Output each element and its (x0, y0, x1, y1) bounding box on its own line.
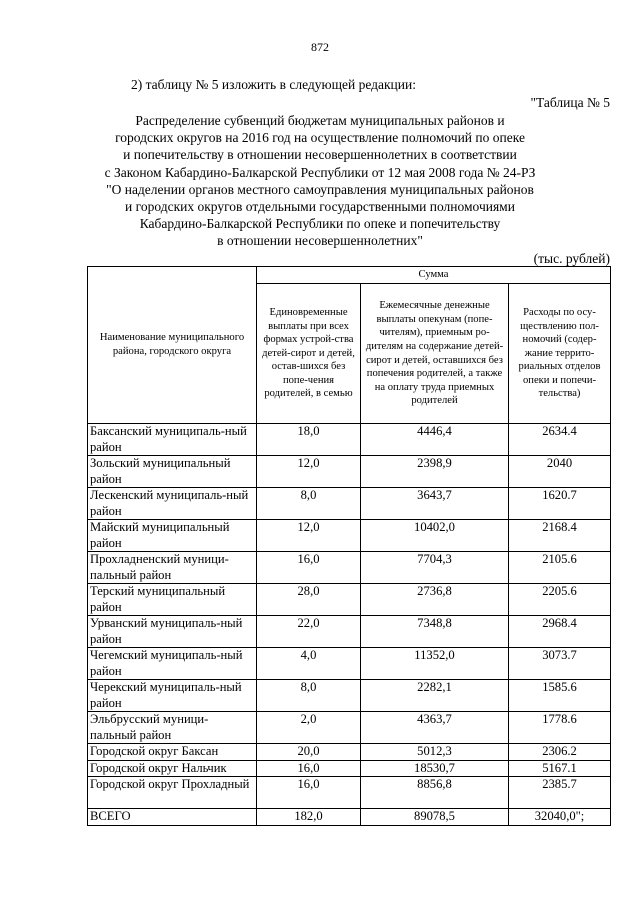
row-name: Урванский муниципаль-ный район (88, 616, 257, 648)
page-number: 872 (311, 40, 329, 54)
header-col3: Расходы по осу-ществлению пол-номочий (содер-жание террито-риальных отделов опеки и попечи-тельства) (509, 284, 611, 424)
row-value-1: 22,0 (257, 616, 361, 648)
row-value-3: 2968.4 (509, 616, 611, 648)
row-name: Городской округ Баксан (88, 744, 257, 761)
row-value-2: 5012,3 (361, 744, 509, 761)
row-value-1: 12,0 (257, 520, 361, 552)
row-value-2: 89078,5 (361, 809, 509, 826)
header-col1: Единовременные выплаты при всех формах устрой-ства детей-сирот и детей, остав-шихся без попе-чения родителей, в семью (257, 284, 361, 424)
table-row (88, 456, 611, 488)
table-row (88, 712, 611, 744)
title-line: с Законом Кабардино-Балкарской Республики от 12 мая 2008 года № 24-РЗ (104, 164, 536, 180)
row-value-2: 10402,0 (361, 520, 509, 552)
row-value-3: 1585.6 (509, 680, 611, 712)
row-value-3: 2168.4 (509, 520, 611, 552)
row-value-3: 3073.7 (509, 648, 611, 680)
row-value-3: 1620.7 (509, 488, 611, 520)
intro-text: 2) таблицу № 5 изложить в следующей редакции: (131, 77, 416, 92)
table-row (88, 648, 611, 680)
title-line: Кабардино-Балкарской Республики по опеке и попечительству (139, 216, 501, 232)
row-name: Эльбрусский муници-пальный район (88, 712, 257, 744)
row-value-1: 182,0 (257, 809, 361, 826)
header-name: Наименование муниципального района, городского округа (88, 267, 257, 424)
row-value-2: 8856,8 (361, 777, 509, 809)
title-line: и городских округов отдельными государственными полномочиями (125, 199, 515, 215)
row-value-3: 32040,0"; (509, 809, 611, 826)
table-row-total (88, 809, 611, 826)
row-value-1: 16,0 (257, 777, 361, 809)
table-reference: "Таблица № 5 (530, 95, 610, 110)
row-value-2: 3643,7 (361, 488, 509, 520)
table-row (88, 520, 611, 552)
table-row (88, 616, 611, 648)
title-line: "О наделении органов местного самоуправления муниципальных районов (106, 181, 534, 197)
row-value-2: 11352,0 (361, 648, 509, 680)
row-value-3: 2385.7 (509, 777, 611, 809)
title-line: Распределение субвенций бюджетам муниципальных районов и (135, 113, 505, 128)
row-name: Черекский муниципаль-ный район (88, 680, 257, 712)
table-row (88, 744, 611, 761)
row-value-3: 2634.4 (509, 424, 611, 456)
row-name: Терский муниципальный район (88, 584, 257, 616)
row-name: Прохладненский муници-пальный район (88, 552, 257, 584)
table-body (88, 424, 611, 826)
row-value-1: 12,0 (257, 456, 361, 488)
row-value-3: 2205.6 (509, 584, 611, 616)
row-value-3: 1778.6 (509, 712, 611, 744)
table-row (88, 760, 611, 777)
row-value-1: 16,0 (257, 552, 361, 584)
row-name: ВСЕГО (88, 809, 257, 826)
row-name: Лескенский муниципаль-ный район (88, 488, 257, 520)
table-row (88, 424, 611, 456)
row-value-1: 4,0 (257, 648, 361, 680)
header-col2: Ежемесячные денежные выплаты опекунам (попе-чителям), приемным ро-дителям на содержание детей-сирот и детей, оставшихся без попечения родителей, а также на оплату труда приемных родителей (361, 284, 509, 424)
units-label: (тыс. рублей) (533, 251, 610, 266)
row-name: Майский муниципальный район (88, 520, 257, 552)
row-value-1: 16,0 (257, 760, 361, 777)
table-row (88, 488, 611, 520)
row-value-2: 2398,9 (361, 456, 509, 488)
row-value-3: 5167.1 (509, 760, 611, 777)
row-value-2: 4446,4 (361, 424, 509, 456)
row-name: Зольский муниципальный район (88, 456, 257, 488)
row-name: Чегемский муниципаль-ный район (88, 648, 257, 680)
row-value-3: 2040 (509, 456, 611, 488)
row-value-1: 2,0 (257, 712, 361, 744)
row-value-2: 7348,8 (361, 616, 509, 648)
row-name: Баксанский муниципаль-ный район (88, 424, 257, 456)
row-value-2: 4363,7 (361, 712, 509, 744)
row-value-1: 8,0 (257, 488, 361, 520)
row-value-2: 18530,7 (361, 760, 509, 777)
title-line: городских округов на 2016 год на осуществление полномочий по опеке (115, 130, 525, 146)
row-value-2: 2736,8 (361, 584, 509, 616)
row-value-1: 18,0 (257, 424, 361, 456)
row-name: Городской округ Нальчик (88, 760, 257, 777)
document-title (60, 112, 580, 250)
row-value-1: 8,0 (257, 680, 361, 712)
row-value-1: 20,0 (257, 744, 361, 761)
table-row (88, 552, 611, 584)
row-value-2: 7704,3 (361, 552, 509, 584)
row-name: Городской округ Прохладный (88, 777, 257, 809)
subvention-table (87, 266, 611, 826)
header-sum: Сумма (257, 267, 611, 284)
table-row (88, 777, 611, 809)
title-line: в отношении несовершеннолетних" (217, 233, 423, 249)
title-line: и попечительству в отношении несовершеннолетних в соответствии (123, 147, 517, 163)
row-value-3: 2306.2 (509, 744, 611, 761)
row-value-3: 2105.6 (509, 552, 611, 584)
table-row (88, 680, 611, 712)
row-value-2: 2282,1 (361, 680, 509, 712)
table-row (88, 584, 611, 616)
row-value-1: 28,0 (257, 584, 361, 616)
